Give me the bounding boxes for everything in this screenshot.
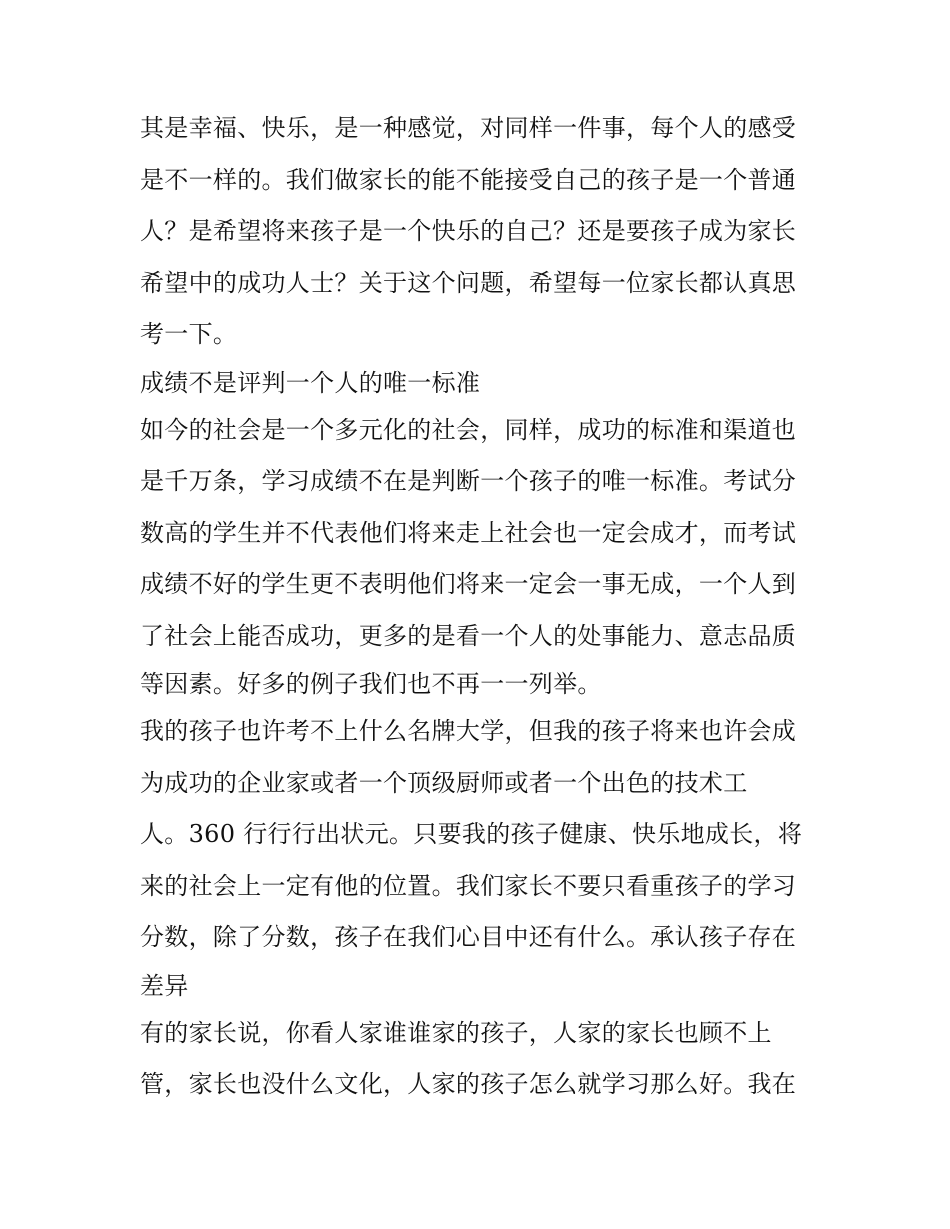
text-line: 了社会上能否成功，更多的是看一个人的处事能力、意志品质 — [140, 621, 797, 650]
text-line: 成绩不好的学生更不表明他们将来一定会一事无成，一个人到 — [140, 570, 797, 598]
section-heading: 成绩不是评判一个人的唯一标准 — [140, 368, 481, 397]
text-line: 等因素。好多的例子我们也不再一一列举。 — [140, 670, 602, 698]
text-line: 是千万条，学习成绩不在是判断一个孩子的唯一标准。考试分 — [140, 467, 797, 495]
text-line: 人。360 行行行出状元。只要我的孩子健康、快乐地成长，将 — [140, 820, 803, 848]
text-line: 是不一样的。我们做家长的能不能接受自己的孩子是一个普通 — [140, 165, 797, 194]
text-line: 人？是希望将来孩子是一个快乐的自己？还是要孩子成为家长 — [140, 217, 797, 245]
body-text — [140, 103, 820, 1111]
text-line: 其是幸福、快乐，是一种感觉，对同样一件事，每个人的感受 — [140, 114, 797, 142]
text-line: 希望中的成功人士？关于这个问题，希望每一位家长都认真思 — [140, 268, 797, 297]
text-line: 分数，除了分数，孩子在我们心目中还有什么。承认孩子存在 — [140, 923, 797, 951]
text-line: 管，家长也没什么文化，人家的孩子怎么就学习那么好。我在 — [140, 1070, 797, 1098]
text-line: 有的家长说，你看人家谁谁家的孩子，人家的家长也顾不上 — [140, 1018, 772, 1047]
text-line: 数高的学生并不代表他们将来走上社会也一定会成才，而考试 — [140, 518, 797, 547]
text-line: 我的孩子也许考不上什么名牌大学，但我的孩子将来也许会成 — [140, 717, 797, 745]
text-line: 考一下。 — [140, 320, 238, 348]
text-line: 为成功的企业家或者一个顶级厨师或者一个出色的技术工 — [140, 768, 748, 797]
text-line: 如今的社会是一个多元化的社会，同样，成功的标准和渠道也 — [140, 415, 797, 444]
text-line: 来的社会上一定有他的位置。我们家长不要只看重孩子的学习 — [140, 871, 797, 900]
section-heading: 差异 — [140, 971, 189, 1000]
